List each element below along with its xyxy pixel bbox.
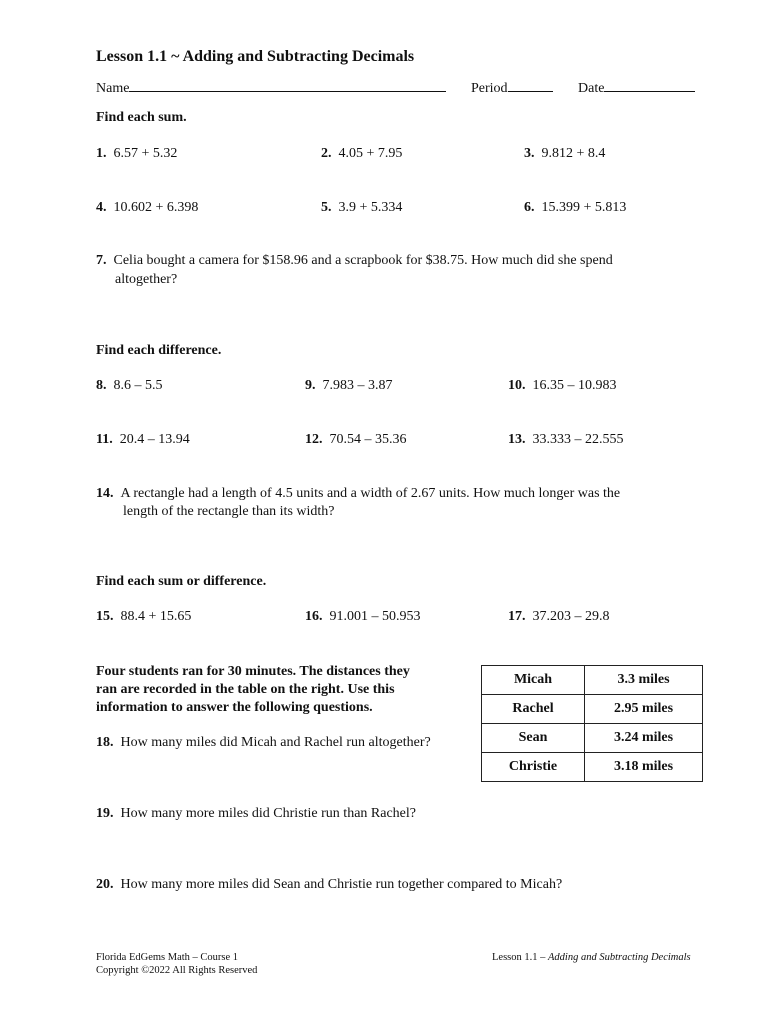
problem-expression: 9.812 + 8.4 <box>541 146 606 161</box>
footer-lesson <box>492 952 691 963</box>
name-label: Name <box>96 81 130 96</box>
problem-number: 12. <box>305 432 323 447</box>
problem-number: 10. <box>508 378 526 393</box>
table-row <box>482 695 703 724</box>
problem-10 <box>508 378 617 394</box>
word-problem-text: A rectangle had a length of 4.5 units and a width of 2.67 units. How much longer was the <box>120 486 621 501</box>
runner-distance: 2.95 miles <box>585 695 703 724</box>
problem-14 <box>96 486 620 502</box>
runner-distance: 3.24 miles <box>585 724 703 753</box>
problem-20 <box>96 877 562 893</box>
problem-expression: 4.05 + 7.95 <box>338 146 403 161</box>
problem-8 <box>96 378 163 394</box>
section-heading-sum: Find each sum. <box>96 110 187 125</box>
problem-6 <box>524 200 626 216</box>
problem-number: 5. <box>321 200 332 215</box>
footer-lesson-title: Adding and Subtracting Decimals <box>548 952 691 963</box>
section-heading-sum-or-difference: Find each sum or difference. <box>96 574 267 589</box>
problem-number: 17. <box>508 609 526 624</box>
word-problem-text: Celia bought a camera for $158.96 and a scrapbook for $38.75. How much did she spend <box>113 253 613 268</box>
word-problem-text: How many more miles did Christie run than Rachel? <box>120 806 416 821</box>
footer-copyright: Copyright ©2022 All Rights Reserved <box>96 965 258 976</box>
footer-course: Florida EdGems Math – Course 1 <box>96 952 239 963</box>
problem-16 <box>305 609 421 625</box>
problem-expression: 33.333 – 22.555 <box>532 432 624 447</box>
table-row <box>482 753 703 782</box>
problem-2 <box>321 146 402 162</box>
problem-number: 11. <box>96 432 113 447</box>
problem-17 <box>508 609 610 625</box>
problem-number: 1. <box>96 146 107 161</box>
problem-number: 16. <box>305 609 323 624</box>
runners-table <box>481 665 703 782</box>
runner-name: Rachel <box>482 695 585 724</box>
table-row <box>482 666 703 695</box>
problem-number: 20. <box>96 877 114 892</box>
runner-name: Sean <box>482 724 585 753</box>
problem-number: 6. <box>524 200 535 215</box>
problem-expression: 88.4 + 15.65 <box>120 609 192 624</box>
problem-expression: 8.6 – 5.5 <box>113 378 163 393</box>
problem-7-continuation: altogether? <box>115 272 178 287</box>
problem-number: 8. <box>96 378 107 393</box>
period-blank[interactable] <box>508 80 553 92</box>
page-title: Lesson 1.1 ~ Adding and Subtracting Decimals <box>96 48 415 65</box>
problem-number: 13. <box>508 432 526 447</box>
problem-5 <box>321 200 402 216</box>
name-blank[interactable] <box>129 80 446 92</box>
period-field[interactable] <box>471 80 553 97</box>
problem-expression: 16.35 – 10.983 <box>532 378 617 393</box>
problem-number: 2. <box>321 146 332 161</box>
problem-number: 15. <box>96 609 114 624</box>
runners-intro-line: information to answer the following questions. <box>96 700 373 715</box>
date-blank[interactable] <box>604 80 695 92</box>
runner-name: Micah <box>482 666 585 695</box>
problem-number: 9. <box>305 378 316 393</box>
problem-expression: 3.9 + 5.334 <box>338 200 403 215</box>
problem-expression: 6.57 + 5.32 <box>113 146 178 161</box>
runner-distance: 3.18 miles <box>585 753 703 782</box>
section-heading-difference: Find each difference. <box>96 343 222 358</box>
problem-expression: 15.399 + 5.813 <box>541 200 627 215</box>
problem-number: 18. <box>96 735 114 750</box>
problem-12 <box>305 432 407 448</box>
problem-13 <box>508 432 624 448</box>
problem-number: 7. <box>96 253 107 268</box>
problem-15 <box>96 609 191 625</box>
table-row <box>482 724 703 753</box>
date-field[interactable] <box>578 80 695 97</box>
runner-name: Christie <box>482 753 585 782</box>
problem-19 <box>96 806 416 822</box>
problem-number: 3. <box>524 146 535 161</box>
period-label: Period <box>471 81 508 96</box>
date-label: Date <box>578 81 605 96</box>
problem-1 <box>96 146 177 162</box>
footer-lesson-prefix: Lesson 1.1 – <box>492 952 548 963</box>
runners-intro-line: Four students ran for 30 minutes. The distances they <box>96 664 410 679</box>
problem-expression: 7.983 – 3.87 <box>322 378 393 393</box>
name-field[interactable] <box>96 80 446 97</box>
runners-intro-line: ran are recorded in the table on the right. Use this <box>96 682 395 697</box>
problem-number: 4. <box>96 200 107 215</box>
problem-expression: 70.54 – 35.36 <box>329 432 407 447</box>
word-problem-text: How many more miles did Sean and Christie run together compared to Micah? <box>120 877 563 892</box>
problem-3 <box>524 146 605 162</box>
problem-14-continuation: length of the rectangle than its width? <box>123 504 335 519</box>
problem-number: 14. <box>96 486 114 501</box>
problem-11 <box>96 432 190 448</box>
problem-expression: 91.001 – 50.953 <box>329 609 421 624</box>
problem-4 <box>96 200 198 216</box>
runner-distance: 3.3 miles <box>585 666 703 695</box>
problem-number: 19. <box>96 806 114 821</box>
problem-7 <box>96 253 613 269</box>
problem-expression: 37.203 – 29.8 <box>532 609 610 624</box>
problem-18 <box>96 735 431 751</box>
problem-expression: 20.4 – 13.94 <box>119 432 190 447</box>
word-problem-text: How many miles did Micah and Rachel run altogether? <box>120 735 431 750</box>
problem-9 <box>305 378 393 394</box>
problem-expression: 10.602 + 6.398 <box>113 200 199 215</box>
